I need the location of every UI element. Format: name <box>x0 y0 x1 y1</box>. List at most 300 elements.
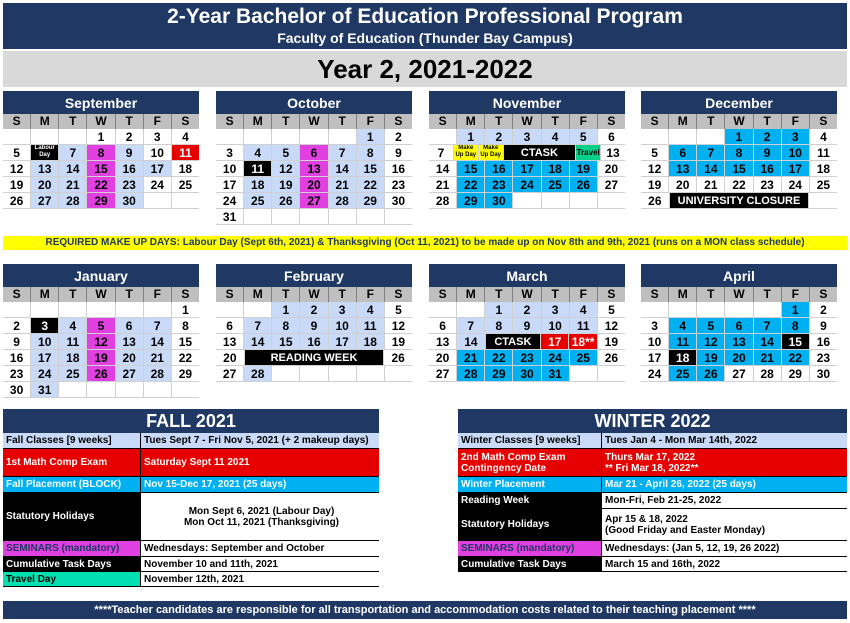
day-cell: 21 <box>429 177 457 192</box>
day-cell: 13 <box>31 161 59 176</box>
winter-title: WINTER 2022 <box>458 409 847 433</box>
weekday-label: W <box>513 287 541 302</box>
legend-value-line: Apr 15 & 18, 2022 <box>605 513 688 525</box>
day-cell: 20 <box>669 177 697 192</box>
month-april <box>641 264 837 382</box>
week-row <box>3 318 199 334</box>
weekday-label: M <box>244 287 272 302</box>
weekday-label: W <box>300 287 328 302</box>
legend-row <box>458 433 847 449</box>
day-cell: 10 <box>542 318 570 333</box>
week-row <box>429 129 625 145</box>
weekday-label: S <box>3 114 31 129</box>
legend-row <box>3 572 379 587</box>
month-name: March <box>429 264 625 287</box>
day-cell: 20 <box>604 162 619 176</box>
week-row <box>3 382 199 398</box>
week-row <box>3 366 199 382</box>
day-cell: 2 <box>513 302 541 317</box>
month-february <box>216 264 412 382</box>
weekday-label: W <box>87 114 115 129</box>
day-cell: 8 <box>782 318 810 333</box>
week-row <box>429 366 625 382</box>
day-cell: 12 <box>604 319 619 333</box>
event-span: CTASK <box>504 145 577 160</box>
day-cell <box>329 209 357 224</box>
legend-value: Tues Sept 7 - Fri Nov 5, 2021 (+ 2 makeup days) <box>141 433 379 448</box>
day-cell: 24 <box>641 366 669 381</box>
weekday-label: S <box>216 114 244 129</box>
day-cell: 23 <box>754 177 782 192</box>
day-cell: 22 <box>725 177 753 192</box>
week-row <box>216 209 412 225</box>
week-row <box>641 366 837 382</box>
day-cell: 27 <box>216 366 244 381</box>
day-cell: 23 <box>816 351 831 365</box>
week-row <box>641 302 837 318</box>
day-cell: 27 <box>429 366 457 381</box>
legend-row <box>458 557 847 572</box>
weekday-label: S <box>3 287 31 302</box>
day-cell: 28 <box>244 366 272 381</box>
day-cell <box>429 302 457 317</box>
day-cell: 21 <box>457 350 485 365</box>
weekday-label: T <box>754 287 782 302</box>
week-row <box>216 145 412 161</box>
weekday-label: S <box>394 114 403 128</box>
day-cell: 10 <box>144 145 172 160</box>
weekday-label: F <box>357 287 385 302</box>
weekday-label: M <box>244 114 272 129</box>
day-cell: 19 <box>87 350 115 365</box>
day-cell: 15 <box>725 161 753 176</box>
day-cell <box>59 129 87 144</box>
day-cell <box>697 129 725 144</box>
weekday-header <box>641 114 837 129</box>
day-cell: 13 <box>216 334 244 349</box>
day-cell: 17 <box>144 161 172 176</box>
day-cell: 18 <box>244 177 272 192</box>
week-row <box>641 350 837 366</box>
day-cell: 25 <box>542 177 570 192</box>
day-cell: 6 <box>429 318 457 333</box>
weekday-label: F <box>570 114 598 129</box>
fall-title: FALL 2021 <box>3 409 379 433</box>
week-row <box>3 177 199 193</box>
legend-value-line: Mon Sept 6, 2021 (Labour Day) <box>188 505 335 517</box>
weekday-label: M <box>669 287 697 302</box>
day-cell <box>385 366 412 381</box>
day-cell: 12 <box>391 319 406 333</box>
program-header <box>3 3 847 49</box>
month-name: September <box>3 91 199 114</box>
week-row <box>429 161 625 177</box>
day-cell: 1 <box>357 129 385 144</box>
legend-label: Cumulative Task Days <box>3 557 141 571</box>
day-cell: 8 <box>182 319 189 333</box>
weekday-label: T <box>754 114 782 129</box>
day-cell: 13 <box>429 334 457 349</box>
day-cell: 16 <box>391 162 406 176</box>
day-cell: 20 <box>725 350 753 365</box>
day-cell: 6 <box>116 318 144 333</box>
day-cell: 11 <box>172 145 199 160</box>
legend-value: Wednesdays: September and October <box>144 543 325 554</box>
day-cell: 20 <box>429 350 457 365</box>
day-cell: 13 <box>725 334 753 349</box>
day-cell <box>809 193 837 208</box>
day-cell <box>244 129 272 144</box>
day-cell: 20 <box>216 350 245 365</box>
legend-label: Cumulative Task Days <box>458 557 602 571</box>
weekday-label: T <box>485 114 513 129</box>
day-cell: 14 <box>329 161 357 176</box>
day-cell: 26 <box>570 177 598 192</box>
day-cell: 15 <box>782 334 810 349</box>
month-name: October <box>216 91 412 114</box>
day-cell: 23 <box>485 177 513 192</box>
weekday-label: F <box>144 114 172 129</box>
legend-row <box>3 557 379 572</box>
legend-label: 2nd Math Comp Exam Contingency Date <box>458 449 602 476</box>
day-cell: 11 <box>570 318 598 333</box>
day-cell <box>457 302 485 317</box>
day-cell: 29 <box>782 366 810 381</box>
day-cell: 18 <box>357 334 385 349</box>
legend-value-line: Thurs Mar 17, 2022 <box>605 451 696 463</box>
day-cell: 17 <box>513 161 541 176</box>
day-cell: 6 <box>608 130 615 144</box>
weekday-label: T <box>116 114 144 129</box>
legend-value: Nov 15-Dec 17, 2021 (25 days) <box>141 477 379 492</box>
day-cell <box>116 382 144 397</box>
day-cell: 8 <box>357 145 385 160</box>
weekday-label: W <box>725 287 753 302</box>
day-cell <box>116 302 144 317</box>
day-cell: 14 <box>754 334 782 349</box>
day-cell: 9 <box>3 334 31 349</box>
day-cell: 7 <box>244 318 272 333</box>
day-cell: Make Up Day <box>454 145 479 160</box>
day-cell: 2 <box>116 129 144 144</box>
day-cell <box>300 366 328 381</box>
day-cell: 1 <box>272 302 300 317</box>
day-cell: 20 <box>300 177 328 192</box>
day-cell: 16 <box>816 335 831 349</box>
day-cell <box>725 302 753 317</box>
day-cell: 5 <box>570 129 598 144</box>
day-cell: 24 <box>782 177 810 192</box>
day-cell: 26 <box>87 366 115 381</box>
week-row <box>3 193 199 209</box>
weekday-header <box>641 287 837 302</box>
day-cell: 26 <box>697 366 725 381</box>
day-cell: 19 <box>697 350 725 365</box>
day-cell: Make Up Day <box>479 145 504 160</box>
day-cell: 9 <box>820 319 827 333</box>
day-cell: 7 <box>754 318 782 333</box>
day-cell: 25 <box>816 178 831 192</box>
day-cell <box>244 209 272 224</box>
day-cell: 14 <box>429 161 457 176</box>
weekday-header <box>3 114 199 129</box>
weekday-label: T <box>59 287 87 302</box>
day-cell: 9 <box>754 145 782 160</box>
week-row <box>429 177 625 193</box>
day-cell: 19 <box>391 335 406 349</box>
week-row <box>641 161 837 177</box>
day-cell: 16 <box>116 161 144 176</box>
day-cell: 29 <box>457 193 485 208</box>
event-span: UNIVERSITY CLOSURE <box>670 193 810 208</box>
day-cell: 17 <box>641 350 669 365</box>
day-cell <box>300 129 328 144</box>
day-cell: 15 <box>178 335 193 349</box>
day-cell: 19 <box>641 177 669 192</box>
legend-value: Saturday Sept 11 2021 <box>141 449 379 476</box>
day-cell: 26 <box>272 193 300 208</box>
day-cell <box>31 302 59 317</box>
legend-label: 1st Math Comp Exam <box>3 449 141 476</box>
day-cell: Labour Day <box>31 145 59 160</box>
month-name: November <box>429 91 625 114</box>
day-cell: 18 <box>542 161 570 176</box>
day-cell <box>329 129 357 144</box>
week-row <box>641 193 837 209</box>
day-cell: 7 <box>457 318 485 333</box>
day-cell: 8 <box>272 318 300 333</box>
weekday-label: F <box>782 287 810 302</box>
day-cell <box>144 382 172 397</box>
day-cell: 17 <box>31 350 59 365</box>
day-cell: 12 <box>3 161 31 176</box>
day-cell: 1 <box>782 302 810 317</box>
legend-value: November 12th, 2021 <box>144 573 245 585</box>
day-cell <box>754 302 782 317</box>
weekday-label: F <box>570 287 598 302</box>
day-cell: 15 <box>87 161 115 176</box>
day-cell: 13 <box>300 161 328 176</box>
day-cell: 13 <box>606 146 620 160</box>
day-cell: 21 <box>329 177 357 192</box>
day-cell: 16 <box>485 161 513 176</box>
week-row <box>216 366 412 382</box>
day-cell: 19 <box>604 335 619 349</box>
weekday-label: F <box>144 287 172 302</box>
week-row <box>216 129 412 145</box>
day-cell: 27 <box>116 366 144 381</box>
month-october <box>216 91 412 225</box>
program-subtitle: Faculty of Education (Thunder Bay Campus) <box>277 30 573 46</box>
day-cell <box>87 382 115 397</box>
month-january <box>3 264 199 398</box>
day-cell: 17 <box>329 334 357 349</box>
day-cell: 31 <box>542 366 570 381</box>
day-cell: 18 <box>178 162 193 176</box>
day-cell: 15 <box>272 334 300 349</box>
day-cell: 3 <box>329 302 357 317</box>
legend-label: Travel Day <box>3 572 141 586</box>
day-cell: 15 <box>357 161 385 176</box>
day-cell: 31 <box>216 209 244 224</box>
legend-label: Fall Placement (BLOCK) <box>3 477 141 492</box>
day-cell <box>172 382 199 397</box>
day-cell <box>598 366 625 381</box>
day-cell <box>669 302 697 317</box>
day-cell: 10 <box>31 334 59 349</box>
day-cell <box>172 193 199 208</box>
day-cell <box>244 302 272 317</box>
week-row <box>429 193 625 209</box>
weekday-label: F <box>357 114 385 129</box>
legend-value: November 10 and 11th, 2021 <box>144 558 278 570</box>
weekday-label: S <box>181 114 190 128</box>
day-cell: 8 <box>485 318 513 333</box>
day-cell: 12 <box>641 161 669 176</box>
legend-label: SEMINARS (mandatory) <box>3 541 141 556</box>
month-name: January <box>3 264 199 287</box>
day-cell: 22 <box>782 350 810 365</box>
day-cell: 24 <box>31 366 59 381</box>
weekday-label: S <box>641 287 669 302</box>
week-row <box>429 334 625 350</box>
day-cell: 3 <box>216 145 244 160</box>
day-cell: 24 <box>216 193 244 208</box>
day-cell: 13 <box>116 334 144 349</box>
day-cell <box>272 366 300 381</box>
day-cell: 29 <box>485 366 513 381</box>
day-cell <box>59 382 87 397</box>
day-cell: 2 <box>485 129 513 144</box>
legend-value: Mon-Fri, Feb 21-25, 2022 <box>605 495 722 506</box>
day-cell: 6 <box>300 145 328 160</box>
day-cell: 10 <box>329 318 357 333</box>
week-row <box>641 145 837 161</box>
weekday-header <box>216 114 412 129</box>
weekday-label: W <box>87 287 115 302</box>
day-cell <box>697 302 725 317</box>
week-row <box>216 302 412 318</box>
legend-row <box>458 477 847 493</box>
day-cell: 21 <box>144 350 172 365</box>
week-row <box>641 334 837 350</box>
day-cell <box>31 129 59 144</box>
day-cell <box>144 193 172 208</box>
day-cell: 21 <box>697 177 725 192</box>
day-cell: 10 <box>782 145 810 160</box>
day-cell <box>570 193 598 208</box>
weekday-label: S <box>819 287 828 301</box>
day-cell: 18 <box>669 350 697 365</box>
weekday-label: T <box>116 287 144 302</box>
day-cell: 4 <box>542 129 570 144</box>
weekday-label: M <box>669 114 697 129</box>
day-cell <box>669 129 697 144</box>
day-cell: 24 <box>144 177 172 192</box>
day-cell: 1 <box>725 129 753 144</box>
day-cell: 30 <box>391 194 406 208</box>
day-cell: 28 <box>754 366 782 381</box>
day-cell: 28 <box>457 366 485 381</box>
legend-row <box>3 433 379 449</box>
week-row <box>3 350 199 366</box>
day-cell: 30 <box>3 382 31 397</box>
weekday-label: T <box>59 114 87 129</box>
week-row <box>429 318 625 334</box>
day-cell: 2 <box>754 129 782 144</box>
day-cell: 4 <box>357 302 385 317</box>
weekday-header <box>3 287 199 302</box>
weekday-label: S <box>641 114 669 129</box>
weekday-label: M <box>457 114 485 129</box>
day-cell: 27 <box>604 178 619 192</box>
weekday-label: F <box>782 114 810 129</box>
weekday-label: T <box>542 114 570 129</box>
day-cell: 1 <box>485 302 513 317</box>
day-cell <box>542 193 570 208</box>
day-cell: 29 <box>178 367 193 381</box>
day-cell: 1 <box>457 129 485 144</box>
day-cell: 3 <box>542 302 570 317</box>
day-cell: 23 <box>391 178 406 192</box>
day-cell: 11 <box>59 334 87 349</box>
day-cell: 14 <box>457 334 485 349</box>
weekday-label: S <box>429 287 457 302</box>
day-cell: 14 <box>59 161 87 176</box>
month-december <box>641 91 837 209</box>
day-cell <box>216 302 244 317</box>
weekday-label: S <box>429 114 457 129</box>
weekday-header <box>216 287 412 302</box>
week-row <box>216 161 412 177</box>
day-cell <box>357 366 385 381</box>
week-row <box>3 334 199 350</box>
day-cell: 16 <box>300 334 328 349</box>
weekday-label: S <box>819 114 828 128</box>
week-row <box>3 145 199 161</box>
day-cell: 20 <box>116 350 144 365</box>
day-cell: 23 <box>513 350 541 365</box>
weekday-label: T <box>329 287 357 302</box>
week-row <box>216 177 412 193</box>
day-cell: 6 <box>725 318 753 333</box>
weekday-label: T <box>697 287 725 302</box>
day-cell: 28 <box>329 193 357 208</box>
day-cell: 12 <box>272 161 300 176</box>
day-cell: 28 <box>59 193 87 208</box>
day-cell <box>429 129 457 144</box>
day-cell: 17 <box>782 161 810 176</box>
legend-value <box>602 449 847 476</box>
day-cell: 25 <box>669 366 697 381</box>
week-row <box>216 193 412 209</box>
day-cell: 5 <box>3 145 31 160</box>
day-cell: 31 <box>31 382 59 397</box>
day-cell: 3 <box>144 129 172 144</box>
fall-legend <box>3 433 379 587</box>
legend-row <box>3 449 379 477</box>
weekday-label: S <box>607 287 616 301</box>
day-cell: 4 <box>820 130 827 144</box>
day-cell: 26 <box>641 193 670 208</box>
day-cell <box>59 302 87 317</box>
winter-legend <box>458 433 847 572</box>
day-cell: 19 <box>3 177 31 192</box>
day-cell <box>385 209 412 224</box>
week-row <box>641 129 837 145</box>
weekday-label: T <box>329 114 357 129</box>
day-cell: 3 <box>513 129 541 144</box>
